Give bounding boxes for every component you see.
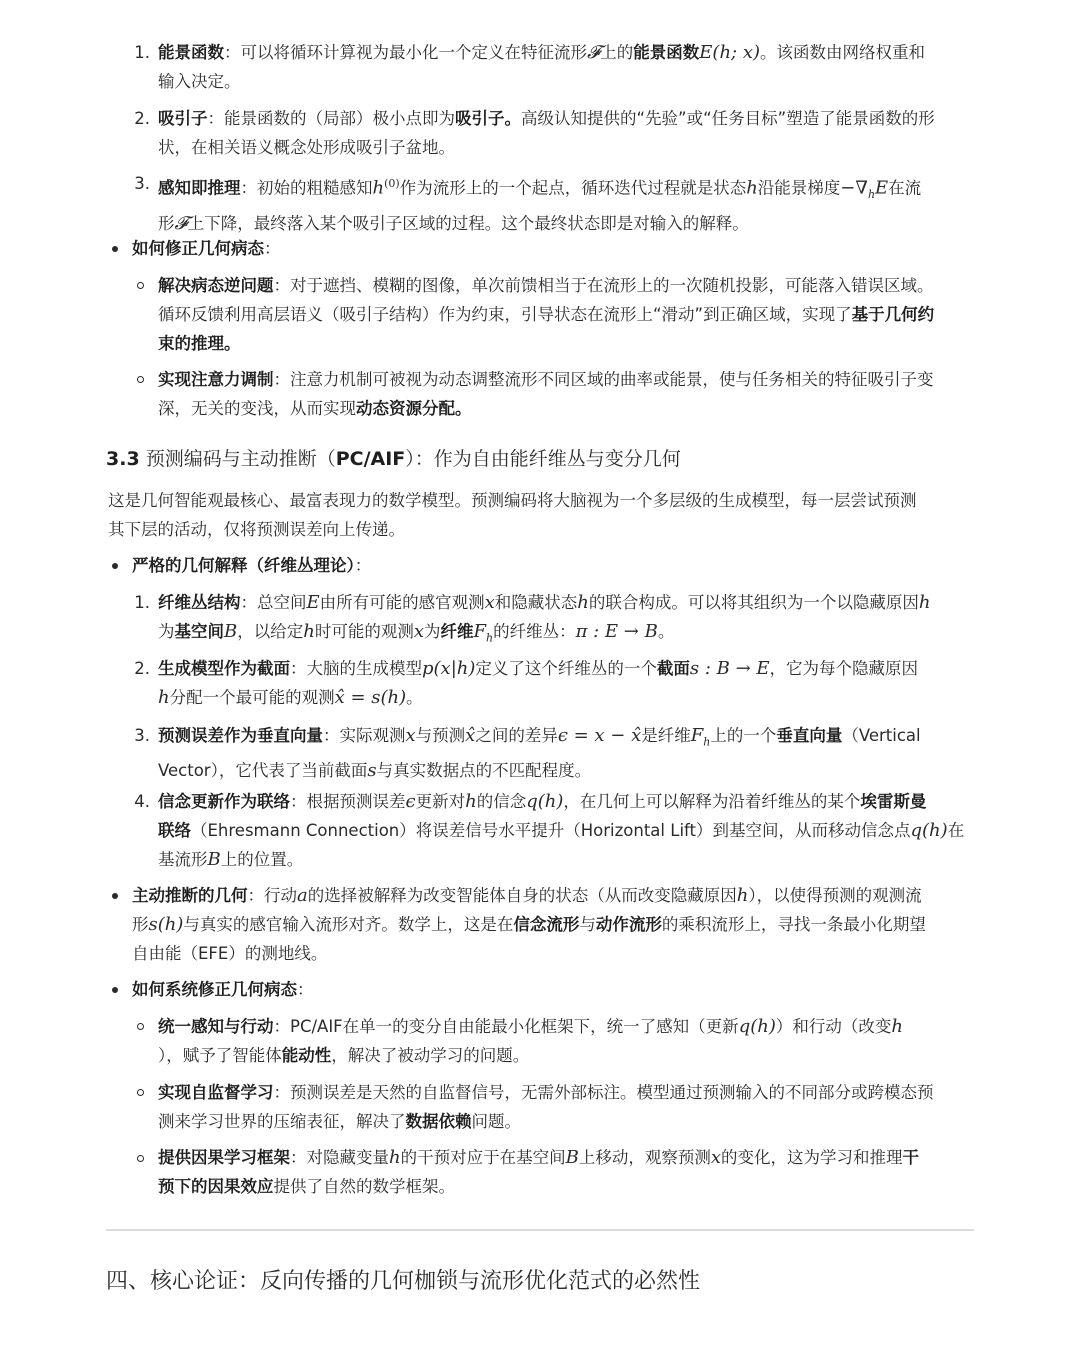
- bullet-dot: [112, 987, 118, 993]
- section-heading-4: 四、核心论证：反向传播的几何枷锁与流形优化范式的必然性: [106, 1269, 701, 1294]
- math: E(h; x): [699, 42, 761, 63]
- list-item-generative-model: 生成模型作为截面：大脑的生成模型p(x|h)定义了这个纤维丛的一个截面s : B → E，它为每个隐藏原因 h分配一个最可能的观测x̂ = s(h)。: [158, 658, 919, 708]
- sub-item-causal: 提供因果学习框架：对隐藏变量h的干预对应于在基空间B上移动，观察预测x的变化，这为学习和推理干 预下的因果效应提供了自然的数学框架。: [158, 1147, 919, 1196]
- bullet-dot: [112, 246, 118, 252]
- list-item-attractor: 吸引子：能景函数的（局部）极小点即为吸引子。高级认知提供的“先验”或“任务目标”塑造了能景函数的形 状，在相关语义概念处形成吸引子盆地。: [158, 109, 935, 157]
- list-item-belief-update: 信念更新作为联络：根据预测误差ϵ更新对h的信念q(h)，在几何上可以解释为沿着纤维丛的某个埃雷斯曼 联络（Ehresmann Connection）将误差信号水平提升（Horizontal Lift）到基空间，从而移动信念点q(h)在 基流形B上的位置。: [158, 791, 965, 870]
- list-number: 3.: [134, 726, 150, 745]
- list-number: 1.: [134, 593, 150, 612]
- section-heading-3-3: 3.3 预测编码与主动推断（PC/AIF）：作为自由能纤维丛与变分几何: [106, 448, 681, 470]
- list-number: 3.: [134, 174, 150, 193]
- item-title: 能景函数: [158, 43, 224, 62]
- item-title: 感知即推理: [158, 178, 241, 198]
- bullet-circle: [137, 1155, 144, 1162]
- sub-item-attention: 实现注意力调制：注意力机制可被视为动态调整流形不同区域的曲率或能景，使与任务相关的特征吸引子变 深，无关的变浅，从而实现动态资源分配。: [158, 370, 934, 418]
- bullet-active-inference: 主动推断的几何：行动a的选择被解释为改变智能体自身的状态（从而改变隐藏原因h），以使得预测的观测流 形s(h)与真实的感官输入流形对齐。数学上，这是在信念流形与动作流形的乘积流形上，寻找一条最小化期望 自由能（EFE）的测地线。: [132, 885, 926, 963]
- horizontal-divider: [106, 1229, 974, 1231]
- bullet-circle: [137, 376, 144, 383]
- list-item-prediction-error: 预测误差作为垂直向量：实际观测x与预测x̂之间的差异ϵ = x − x̂是纤维$F_h$上的一个垂直向量（Vertical Vector），它代表了当前截面s与真实数据点的不匹配程度。: [158, 725, 921, 782]
- list-item-fiber-bundle: 纤维丛结构：总空间E由所有可能的感官观测x和隐藏状态h的联合构成。可以将其组织为一个以隐藏原因h 为基空间B，以给定h时可能的观测x为纤维$F_h$的纤维丛：π : E → B。: [158, 592, 931, 645]
- list-number: 2.: [134, 109, 150, 128]
- bullet-dot: [112, 893, 118, 899]
- bullet-dot: [112, 563, 118, 569]
- list-item-perception-inference: 感知即推理：初始的粗糙感知$h^{(0)}$作为流形上的一个起点，循环迭代过程就是状态h沿能景梯度$-\nabla_hE$在流 形𝓕上下降，最终落入某个吸引子区域的过程。这个最终状态即是对输入的解释。: [158, 177, 922, 234]
- bullet-strict-interpretation: 严格的几何解释（纤维丛理论）：: [132, 556, 372, 575]
- sub-item-inverse-problem: 解决病态逆问题：对于遮挡、模糊的图像，单次前馈相当于在流形上的一次随机投影，可能落入错误区域。 循环反馈利用高层语义（吸引子结构）作为约束，引导状态在流形上“滑动”到正确区域，实现了基于几何约 束的推理。: [158, 276, 935, 353]
- list-number: 4.: [134, 792, 150, 811]
- list-number: 2.: [134, 659, 150, 678]
- bullet-circle: [137, 282, 144, 289]
- list-number: 1.: [134, 43, 150, 62]
- list-item-energy-function: 能景函数：可以将循环计算视为最小化一个定义在特征流形𝓕上的能景函数E(h; x)。该函数由网络权重和 输入决定。: [158, 42, 926, 91]
- bullet-circle: [137, 1023, 144, 1030]
- math: 𝓕: [587, 42, 601, 63]
- bullet-system-fix: 如何系统修正几何病态：: [132, 980, 314, 999]
- sub-item-unify: 统一感知与行动：PC/AIF在单一的变分自由能最小化框架下，统一了感知（更新q(h)）和行动（改变h ），赋予了智能体能动性，解决了被动学习的问题。: [158, 1016, 903, 1065]
- bullet-geometric-fix: 如何修正几何病态：: [132, 239, 281, 258]
- sub-item-self-supervised: 实现自监督学习：预测误差是天然的自监督信号，无需外部标注。模型通过预测输入的不同部分或跨模态预 测来学习世界的压缩表征，解决了数据依赖问题。: [158, 1083, 934, 1131]
- bullet-circle: [137, 1089, 144, 1096]
- intro-paragraph: 这是几何智能观最核心、最富表现力的数学模型。预测编码将大脑视为一个多层级的生成模型，每一层尝试预测 其下层的活动，仅将预测误差向上传递。: [108, 491, 917, 539]
- item-title: 吸引子: [158, 109, 208, 128]
